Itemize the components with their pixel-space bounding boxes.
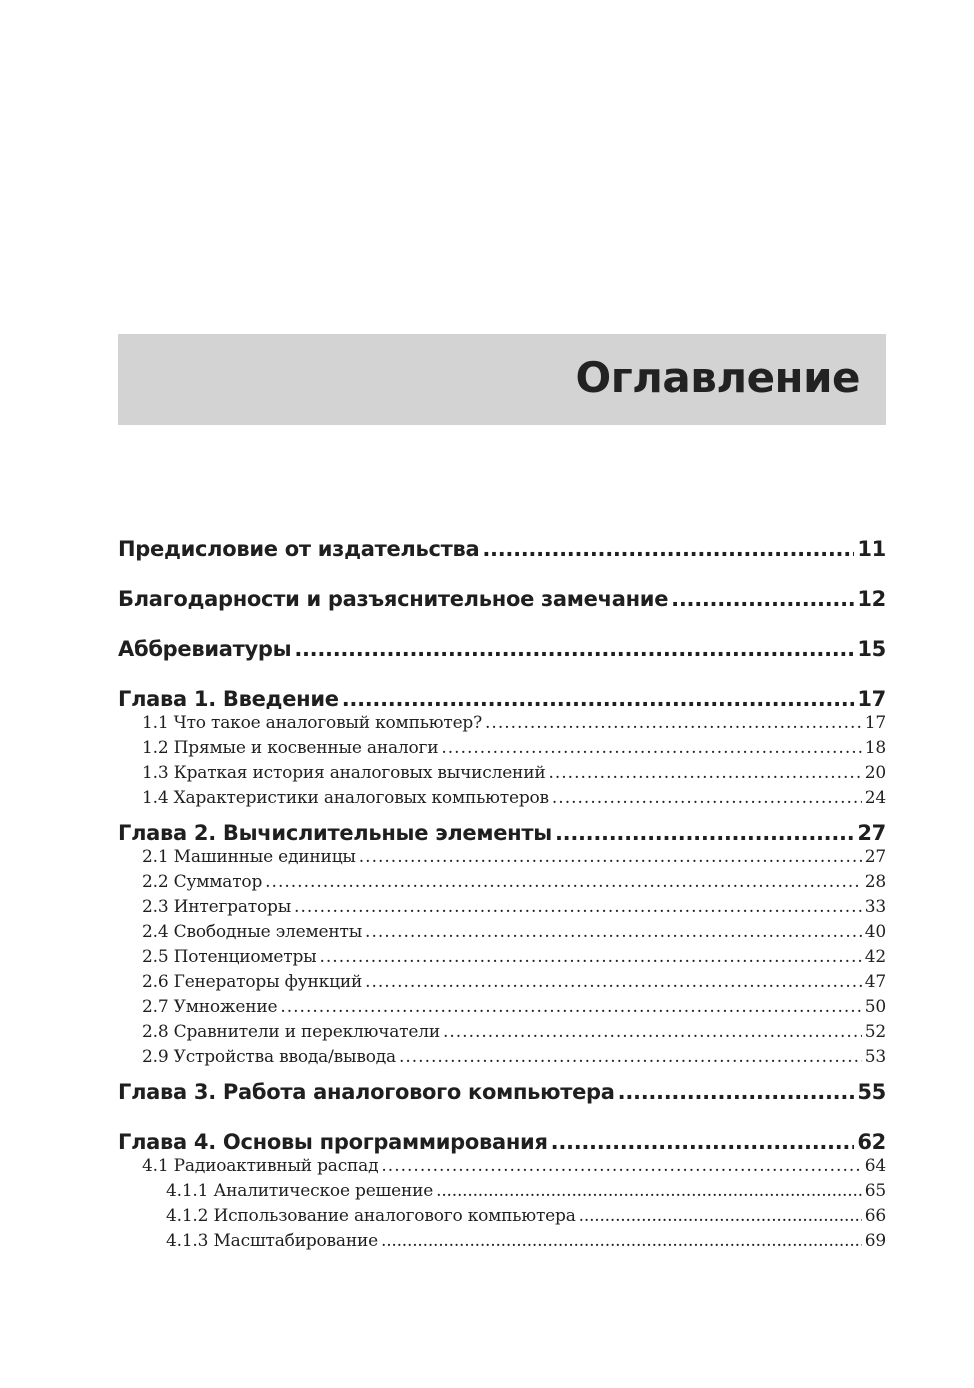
toc-section-page: 28 (864, 872, 886, 892)
toc-subsection[interactable] (118, 1204, 886, 1229)
table-of-contents (118, 528, 886, 1254)
toc-subsection-page: 65 (864, 1181, 886, 1201)
dot-leader (294, 628, 854, 670)
toc-section-label: 2.6 Генераторы функций (142, 972, 363, 992)
dot-leader (294, 895, 862, 920)
toc-entry-page: 17 (857, 687, 886, 711)
toc-entry-abbreviations[interactable] (118, 628, 886, 678)
toc-entry-label: Глава 2. Вычислительные элементы (118, 821, 552, 845)
dot-leader (485, 711, 862, 736)
toc-section[interactable] (118, 920, 886, 945)
toc-section-page: 64 (864, 1156, 886, 1176)
toc-entry-page: 12 (857, 587, 886, 611)
toc-entry-page: 15 (857, 637, 886, 661)
toc-section-label: 1.1 Что такое аналоговый компьютер? (142, 713, 483, 733)
dot-leader (365, 970, 862, 995)
toc-section-page: 50 (864, 997, 886, 1017)
title-band (118, 334, 886, 425)
toc-entry-label: Глава 4. Основы программирования (118, 1130, 548, 1154)
toc-section-page: 24 (864, 788, 886, 808)
toc-section-page: 40 (864, 922, 886, 942)
dot-leader (551, 1121, 855, 1154)
toc-section[interactable] (118, 895, 886, 920)
toc-entry-label: Глава 1. Введение (118, 687, 339, 711)
toc-subsection-page: 66 (864, 1206, 886, 1226)
dot-leader (443, 1020, 862, 1045)
toc-section[interactable] (118, 845, 886, 870)
toc-section-label: 2.5 Потенциометры (142, 947, 317, 967)
dot-leader (381, 1154, 861, 1179)
toc-section-label: 2.1 Машинные единицы (142, 847, 356, 867)
dot-leader (265, 870, 862, 895)
toc-section-label: 2.3 Интеграторы (142, 897, 292, 917)
dot-leader (436, 1179, 862, 1204)
toc-section-label: 2.8 Сравнители и переключатели (142, 1022, 440, 1042)
toc-section-page: 33 (864, 897, 886, 917)
toc-section[interactable] (118, 995, 886, 1020)
toc-section-page: 52 (864, 1022, 886, 1042)
toc-section[interactable] (118, 1154, 886, 1179)
toc-subsection[interactable] (118, 1229, 886, 1254)
toc-entry-acknowledgements[interactable] (118, 578, 886, 628)
toc-section-label: 2.2 Сумматор (142, 872, 263, 892)
dot-leader (482, 528, 854, 570)
toc-section-page: 17 (864, 713, 886, 733)
dot-leader (320, 945, 862, 970)
toc-section-page: 42 (864, 947, 886, 967)
toc-section[interactable] (118, 786, 886, 812)
toc-chapter-3[interactable] (118, 1071, 886, 1121)
toc-section-page: 20 (864, 763, 886, 783)
dot-leader (441, 736, 861, 761)
dot-leader (552, 786, 862, 811)
toc-entry-label: Глава 3. Работа аналогового компьютера (118, 1080, 615, 1104)
toc-section-page: 27 (864, 847, 886, 867)
toc-subsection-label: 4.1.3 Масштабирование (166, 1231, 378, 1251)
dot-leader (555, 812, 854, 845)
toc-entry-label: Благодарности и разъяснительное замечание (118, 587, 669, 611)
toc-chapter-2[interactable] (118, 812, 886, 845)
toc-section-page: 53 (864, 1047, 886, 1067)
dot-leader (548, 761, 861, 786)
toc-section-label: 2.7 Умножение (142, 997, 278, 1017)
toc-subsection[interactable] (118, 1179, 886, 1204)
toc-section[interactable] (118, 736, 886, 761)
dot-leader (381, 1229, 862, 1254)
toc-section-page: 47 (864, 972, 886, 992)
dot-leader (359, 845, 862, 870)
toc-chapter-1[interactable] (118, 678, 886, 711)
toc-entry-page: 62 (857, 1130, 886, 1154)
toc-section[interactable] (118, 970, 886, 995)
toc-entry-label: Аббревиатуры (118, 637, 292, 661)
dot-leader (618, 1071, 855, 1113)
page-title: Оглавление (575, 353, 860, 402)
toc-section-label: 2.9 Устройства ввода/вывода (142, 1047, 396, 1067)
toc-section-label: 1.3 Краткая история аналоговых вычислений (142, 763, 546, 783)
toc-section[interactable] (118, 1045, 886, 1071)
toc-entry-preface[interactable] (118, 528, 886, 578)
toc-subsection-label: 4.1.2 Использование аналогового компьютера (166, 1206, 576, 1226)
toc-section[interactable] (118, 945, 886, 970)
toc-section[interactable] (118, 870, 886, 895)
dot-leader (280, 995, 861, 1020)
toc-section[interactable] (118, 1020, 886, 1045)
dot-leader (579, 1204, 862, 1229)
dot-leader (342, 678, 855, 711)
dot-leader (365, 920, 862, 945)
toc-section-label: 1.2 Прямые и косвенные аналоги (142, 738, 439, 758)
toc-section-label: 4.1 Радиоактивный распад (142, 1156, 379, 1176)
toc-section-page: 18 (864, 738, 886, 758)
toc-entry-page: 27 (857, 821, 886, 845)
toc-section-label: 2.4 Свободные элементы (142, 922, 363, 942)
toc-entry-page: 11 (857, 537, 886, 561)
toc-subsection-page: 69 (864, 1231, 886, 1251)
toc-chapter-4[interactable] (118, 1121, 886, 1154)
toc-section-label: 1.4 Характеристики аналоговых компьютеров (142, 788, 549, 808)
dot-leader (399, 1045, 862, 1070)
toc-section[interactable] (118, 761, 886, 786)
toc-entry-label: Предисловие от издательства (118, 537, 480, 561)
toc-entry-page: 55 (857, 1080, 886, 1104)
toc-subsection-label: 4.1.1 Аналитическое решение (166, 1181, 434, 1201)
toc-section[interactable] (118, 711, 886, 736)
dot-leader (671, 578, 854, 620)
